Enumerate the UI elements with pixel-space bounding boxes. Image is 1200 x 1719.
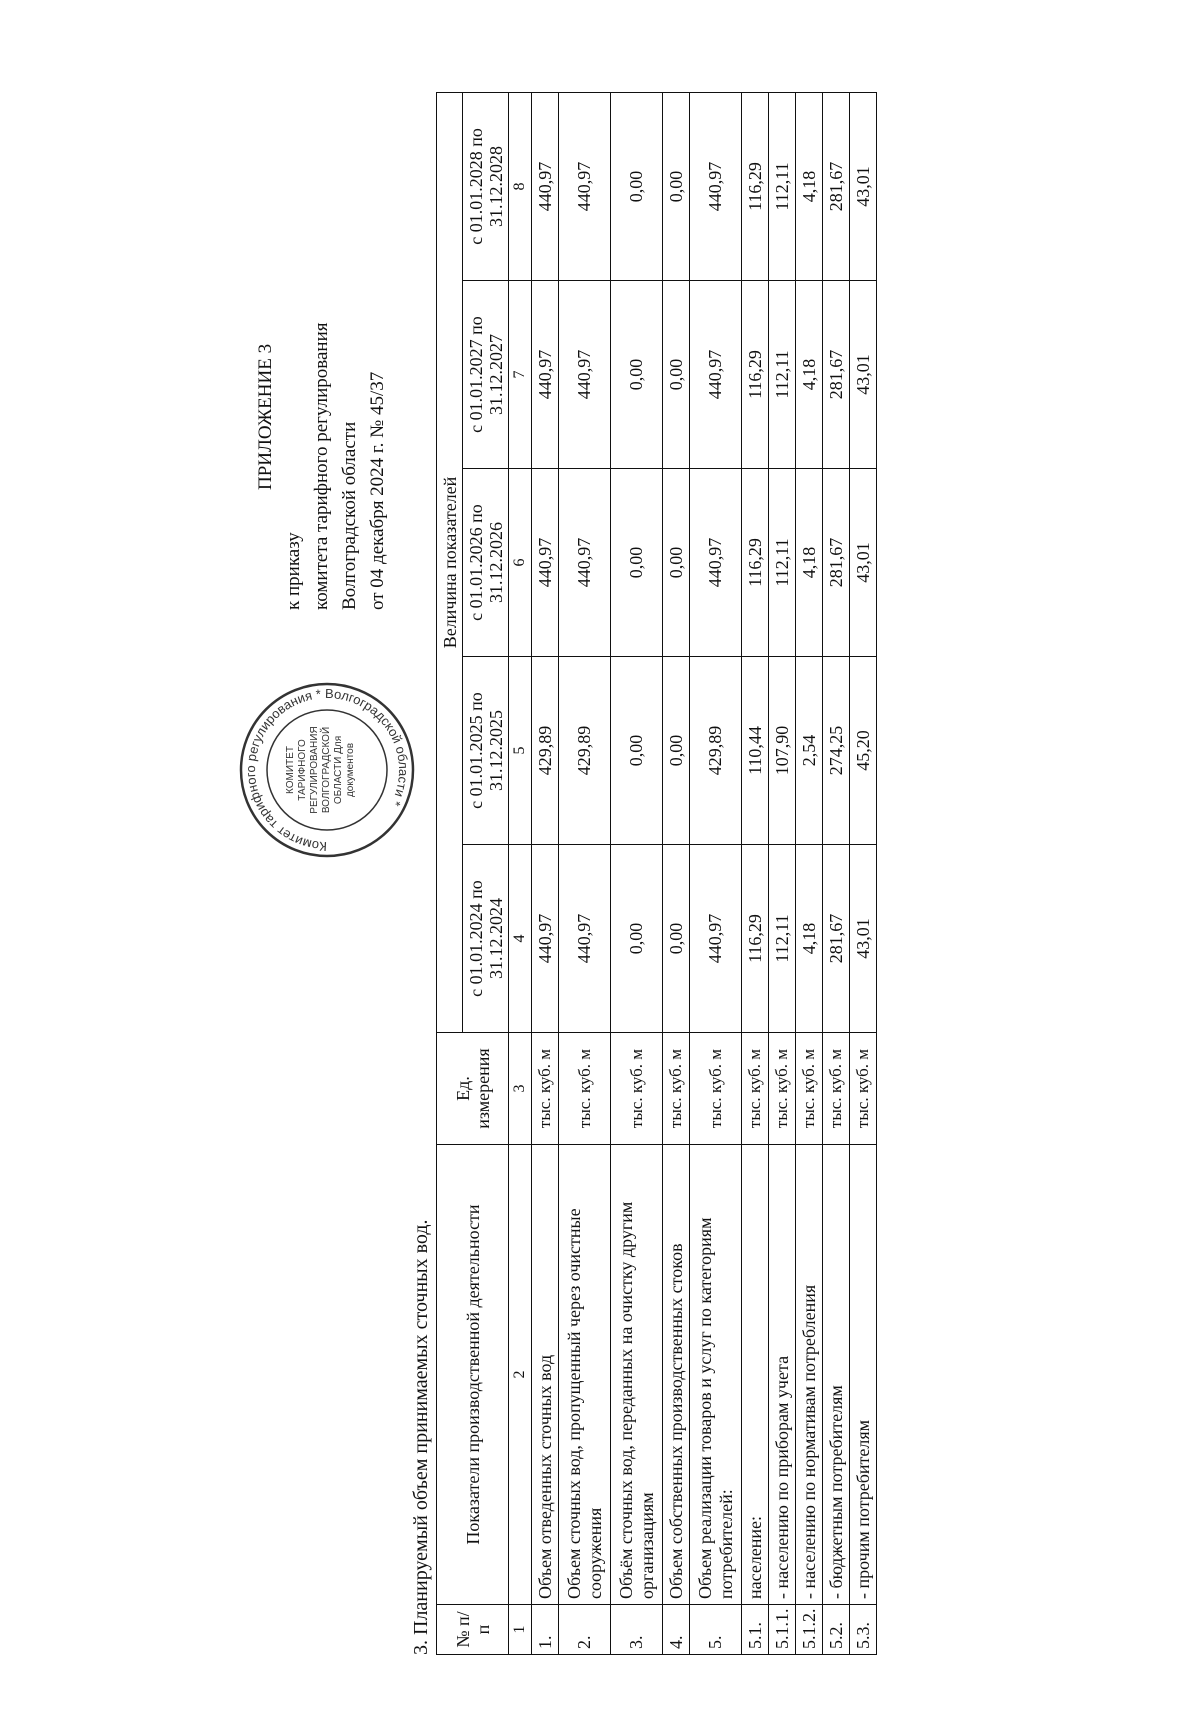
row-value: 4,18 bbox=[796, 469, 823, 657]
appendix-line-4: от 04 декабря 2024 г. № 45/37 bbox=[367, 371, 388, 610]
row-value: 429,89 bbox=[559, 657, 611, 845]
row-value: 440,97 bbox=[559, 469, 611, 657]
row-value: 112,11 bbox=[769, 845, 796, 1033]
row-number: 2. bbox=[559, 1605, 611, 1655]
column-number: 2 bbox=[509, 1145, 532, 1605]
column-number: 5 bbox=[509, 657, 532, 845]
section-title: 3. Планируемый объем принимаемых сточных вод. bbox=[410, 1219, 432, 1655]
row-value: 43,01 bbox=[850, 92, 877, 280]
row-value: 110,44 bbox=[742, 657, 769, 845]
row-value: 0,00 bbox=[663, 845, 690, 1033]
table-row bbox=[769, 92, 796, 1654]
row-value: 116,29 bbox=[742, 281, 769, 469]
row-value: 429,89 bbox=[690, 657, 742, 845]
row-value: 0,00 bbox=[663, 92, 690, 280]
row-value: 440,97 bbox=[559, 92, 611, 280]
row-value: 440,97 bbox=[690, 845, 742, 1033]
header-values-group: Величина показателей bbox=[437, 92, 463, 1032]
header-period-2024: с 01.01.2024 по 31.12.2024 bbox=[463, 845, 509, 1033]
appendix-line-1: к приказу bbox=[283, 532, 304, 610]
row-number: 5.2. bbox=[823, 1605, 850, 1655]
wastewater-volume-table bbox=[436, 92, 877, 1655]
column-number: 6 bbox=[509, 469, 532, 657]
row-value: 440,97 bbox=[532, 845, 559, 1033]
row-indicator: - населению по приборам учета bbox=[769, 1145, 796, 1605]
row-number: 4. bbox=[663, 1605, 690, 1655]
row-value: 112,11 bbox=[769, 281, 796, 469]
stamp-ring-text: Комитет тарифного регулирования * Волгоградской области * bbox=[242, 685, 412, 855]
row-value: 4,18 bbox=[796, 845, 823, 1033]
row-value: 4,18 bbox=[796, 281, 823, 469]
row-unit: тыс. куб. м bbox=[532, 1033, 559, 1145]
header-num: № п/п bbox=[437, 1605, 509, 1655]
row-number: 5.3. bbox=[850, 1605, 877, 1655]
header-indicator: Показатели производственной деятельности bbox=[437, 1145, 509, 1605]
row-value: 43,01 bbox=[850, 845, 877, 1033]
row-value: 0,00 bbox=[611, 657, 663, 845]
appendix-header bbox=[252, 322, 392, 610]
row-value: 440,97 bbox=[532, 281, 559, 469]
row-number: 5.1.2. bbox=[796, 1605, 823, 1655]
column-numbers-row bbox=[509, 92, 532, 1654]
row-value: 2,54 bbox=[796, 657, 823, 845]
row-unit: тыс. куб. м bbox=[823, 1033, 850, 1145]
row-value: 0,00 bbox=[611, 92, 663, 280]
row-indicator: Объем реализации товаров и услуг по категориям потребителей: bbox=[690, 1145, 742, 1605]
row-value: 281,67 bbox=[823, 469, 850, 657]
row-value: 274,25 bbox=[823, 657, 850, 845]
table-row bbox=[663, 92, 690, 1654]
row-indicator: - прочим потребителям bbox=[850, 1145, 877, 1605]
row-value: 440,97 bbox=[559, 845, 611, 1033]
row-indicator: Объем отведенных сточных вод bbox=[532, 1145, 559, 1605]
row-unit: тыс. куб. м bbox=[663, 1033, 690, 1145]
rotated-page bbox=[232, 75, 1200, 1655]
row-value: 112,11 bbox=[769, 92, 796, 280]
column-number: 1 bbox=[509, 1605, 532, 1655]
table-row bbox=[823, 92, 850, 1654]
header-period-2028: с 01.01.2028 по 31.12.2028 bbox=[463, 92, 509, 280]
appendix-line-3: Волгоградской области bbox=[339, 421, 360, 610]
row-value: 116,29 bbox=[742, 469, 769, 657]
row-unit: тыс. куб. м bbox=[769, 1033, 796, 1145]
row-value: 0,00 bbox=[611, 469, 663, 657]
row-number: 5. bbox=[690, 1605, 742, 1655]
row-indicator: Объем сточных вод, пропущенный через очистные сооружения bbox=[559, 1145, 611, 1605]
row-value: 43,01 bbox=[850, 281, 877, 469]
row-value: 0,00 bbox=[663, 469, 690, 657]
row-value: 45,20 bbox=[850, 657, 877, 845]
table-row bbox=[850, 92, 877, 1654]
row-value: 116,29 bbox=[742, 845, 769, 1033]
row-number: 5.1.1. bbox=[769, 1605, 796, 1655]
row-value: 440,97 bbox=[690, 469, 742, 657]
official-stamp bbox=[237, 680, 417, 860]
row-indicator: Объем собственных производственных стоков bbox=[663, 1145, 690, 1605]
row-value: 281,67 bbox=[823, 281, 850, 469]
appendix-number: ПРИЛОЖЕНИЕ 3 bbox=[255, 343, 276, 490]
row-value: 107,90 bbox=[769, 657, 796, 845]
row-unit: тыс. куб. м bbox=[742, 1033, 769, 1145]
row-value: 116,29 bbox=[742, 92, 769, 280]
row-indicator: - населению по нормативам потребления bbox=[796, 1145, 823, 1605]
table-row bbox=[690, 92, 742, 1654]
row-value: 112,11 bbox=[769, 469, 796, 657]
header-unit: Ед. измерения bbox=[437, 1033, 509, 1145]
column-number: 4 bbox=[509, 845, 532, 1033]
row-value: 43,01 bbox=[850, 469, 877, 657]
table-row bbox=[742, 92, 769, 1654]
table-row bbox=[532, 92, 559, 1654]
row-value: 0,00 bbox=[663, 281, 690, 469]
header-period-2025: с 01.01.2025 по 31.12.2025 bbox=[463, 657, 509, 845]
row-unit: тыс. куб. м bbox=[690, 1033, 742, 1145]
row-value: 281,67 bbox=[823, 92, 850, 280]
row-value: 4,18 bbox=[796, 92, 823, 280]
row-unit: тыс. куб. м bbox=[611, 1033, 663, 1145]
header-period-2026: с 01.01.2026 по 31.12.2026 bbox=[463, 469, 509, 657]
row-indicator: - бюджетным потребителям bbox=[823, 1145, 850, 1605]
row-number: 5.1. bbox=[742, 1605, 769, 1655]
row-indicator: Объём сточных вод, переданных на очистку другим организациям bbox=[611, 1145, 663, 1605]
column-number: 3 bbox=[509, 1033, 532, 1145]
row-unit: тыс. куб. м bbox=[559, 1033, 611, 1145]
row-number: 3. bbox=[611, 1605, 663, 1655]
column-number: 8 bbox=[509, 92, 532, 280]
table-row bbox=[796, 92, 823, 1654]
table-row bbox=[559, 92, 611, 1654]
row-value: 440,97 bbox=[690, 92, 742, 280]
row-value: 440,97 bbox=[532, 92, 559, 280]
row-number: 1. bbox=[532, 1605, 559, 1655]
row-value: 429,89 bbox=[532, 657, 559, 845]
row-value: 440,97 bbox=[690, 281, 742, 469]
row-value: 0,00 bbox=[611, 845, 663, 1033]
row-unit: тыс. куб. м bbox=[850, 1033, 877, 1145]
header-period-2027: с 01.01.2027 по 31.12.2027 bbox=[463, 281, 509, 469]
row-value: 440,97 bbox=[559, 281, 611, 469]
stamp-center-text: КОМИТЕТ ТАРИФНОГО РЕГУЛИРОВАНИЯ ВОЛГОГРАДСКОЙ ОБЛАСТИ Для документов bbox=[285, 726, 356, 814]
row-value: 0,00 bbox=[611, 281, 663, 469]
column-number: 7 bbox=[509, 281, 532, 469]
row-value: 281,67 bbox=[823, 845, 850, 1033]
row-value: 0,00 bbox=[663, 657, 690, 845]
appendix-line-2: комитета тарифного регулирования bbox=[311, 322, 332, 610]
table-row bbox=[611, 92, 663, 1654]
row-unit: тыс. куб. м bbox=[796, 1033, 823, 1145]
row-value: 440,97 bbox=[532, 469, 559, 657]
row-indicator: население: bbox=[742, 1145, 769, 1605]
